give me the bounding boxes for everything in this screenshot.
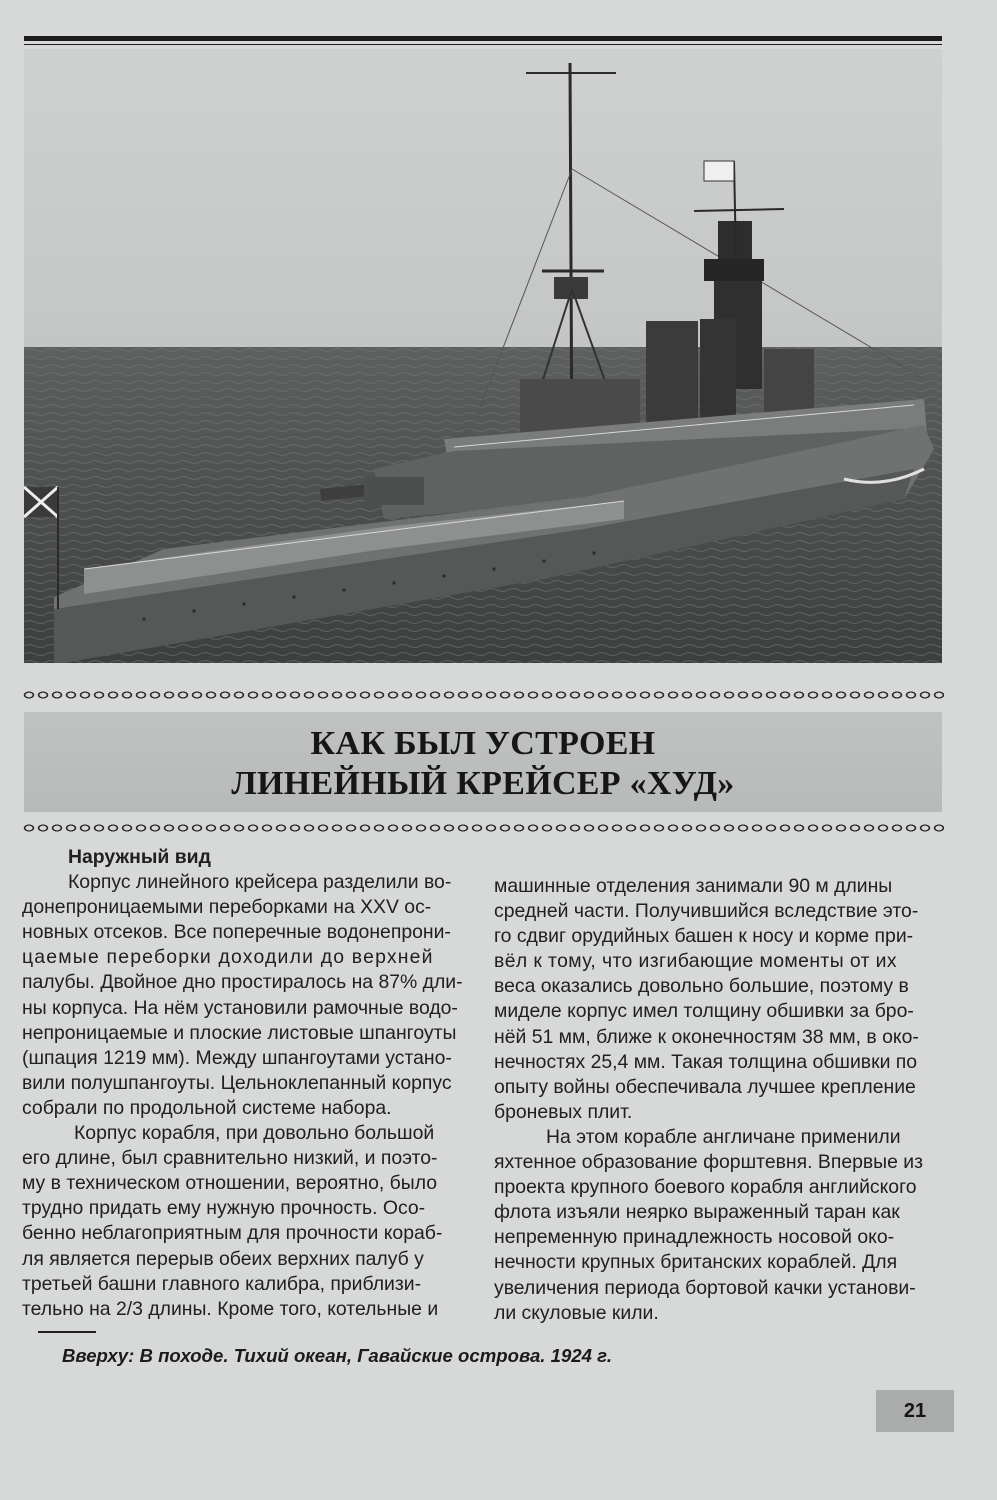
text-line: палубы. Двойное дно простиралось на 87% дли- xyxy=(22,971,463,994)
text-line: опыту войны обеспечивала лучшее крепление xyxy=(494,1075,916,1098)
text-line: (шпация 1219 мм). Между шпангоутами устано- xyxy=(22,1046,452,1069)
text-line: нёй 51 мм, ближе к оконечностям 38 мм, в око- xyxy=(494,1025,919,1048)
text-line: увеличения периода бортовой качки установи- xyxy=(494,1276,916,1299)
section-heading: Наружный вид xyxy=(68,846,211,868)
text-line: флота изъяли неярко выраженный таран как xyxy=(494,1201,900,1224)
text-line: му в техническом отношении, вероятно, было xyxy=(22,1172,438,1195)
text-line: его длине, был сравнительно низкий, и поэто- xyxy=(22,1147,438,1170)
text-line: непроницаемые и плоские листовые шпангоуты xyxy=(22,1021,457,1044)
text-line: яхтенное образование форштевня. Впервые из xyxy=(494,1151,924,1174)
photo-caption: Вверху: В походе. Тихий океан, Гавайские острова. 1924 г. xyxy=(62,1345,613,1366)
text-line: цаемые переборки доходили до верхней xyxy=(22,946,434,969)
title-line-1: КАК БЫЛ УСТРОЕН xyxy=(310,725,656,762)
text-column-right xyxy=(494,874,946,1326)
text-line: На этом корабле англичане применили xyxy=(546,1125,901,1148)
text-line: тельно на 2/3 длины. Кроме того, котельные и xyxy=(22,1297,439,1320)
top-rule-thin xyxy=(24,44,942,45)
text-line: вёл к тому, что изгибающие моменты от их xyxy=(494,950,897,973)
text-line: Корпус корабля, при довольно большой xyxy=(74,1122,435,1145)
text-column-left xyxy=(22,845,466,1322)
text-line: третьей башни главного калибра, приблизи- xyxy=(22,1272,422,1295)
top-rule xyxy=(24,36,942,41)
text-line: веса оказались довольно большие, поэтому в xyxy=(494,975,909,998)
text-line: машинные отделения занимали 90 м длины xyxy=(494,875,893,897)
text-line: новных отсеков. Все поперечные водонепрони- xyxy=(22,921,451,944)
text-line: ля является перерыв обеих верхних палуб у xyxy=(22,1247,424,1270)
text-line: нечностях 25,4 мм. Такая толщина обшивки по xyxy=(494,1050,918,1073)
text-line: нечности крупных британских кораблей. Для xyxy=(494,1251,898,1274)
text-line: проекта крупного боевого корабля английского xyxy=(494,1176,917,1199)
text-line: ны корпуса. На нём установили рамочные водо- xyxy=(22,996,458,1019)
page-number: 21 xyxy=(876,1390,954,1432)
caption-rule xyxy=(38,1331,96,1333)
text-line: собрали по продольной системе набора. xyxy=(22,1096,392,1119)
text-line: броневых плит. xyxy=(494,1100,633,1123)
ship-photo xyxy=(24,49,942,663)
text-line: донепроницаемыми переборками на XXV ос- xyxy=(22,896,432,919)
text-line: Корпус линейного крейсера разделили во- xyxy=(68,871,452,894)
text-line: го сдвиг орудийных башен к носу и корме при- xyxy=(494,925,914,948)
text-line: трудно придать ему нужную прочность. Осо- xyxy=(22,1197,426,1220)
text-line: непременную принадлежность носовой око- xyxy=(494,1226,895,1249)
chain-ornament-top xyxy=(22,689,944,701)
text-line: бенно неблагоприятным для прочности кораб- xyxy=(22,1222,443,1245)
title-line-2: ЛИНЕЙНЫЙ КРЕЙСЕР «ХУД» xyxy=(231,765,735,802)
chain-ornament-bottom xyxy=(22,822,944,834)
text-line: средней части. Получившийся вследствие это- xyxy=(494,900,919,923)
title-band xyxy=(24,712,942,812)
text-line: миделе корпус имел толщину обшивки за бро- xyxy=(494,1000,914,1023)
text-line: ли скуловые кили. xyxy=(494,1301,659,1324)
text-line: вили полушпангоуты. Цельноклепанный корпус xyxy=(22,1071,452,1094)
